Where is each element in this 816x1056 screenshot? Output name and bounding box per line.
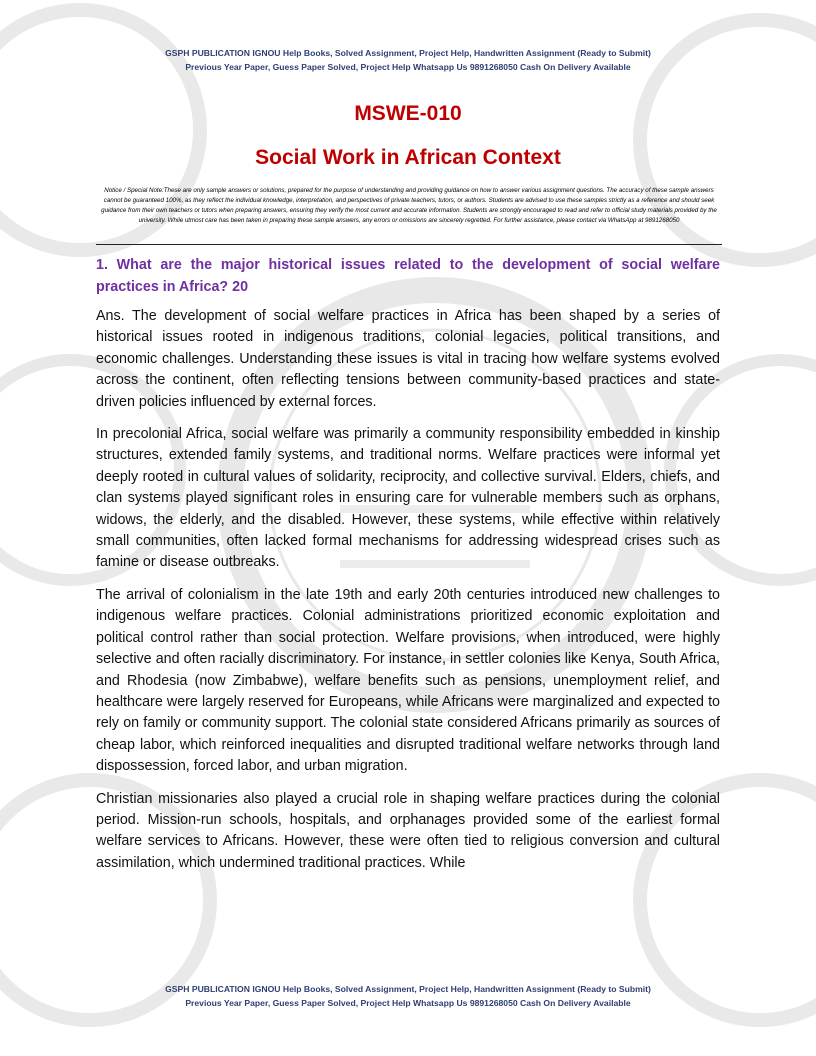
question-heading: 1. What are the major historical issues related to the development of social welfare practices in Africa? 20 (96, 257, 720, 295)
course-code: MSWE-010 (354, 102, 462, 125)
footer-line-1: GSPH PUBLICATION IGNOU Help Books, Solved Assignment, Project Help, Handwritten Assignment (Ready to Submit) (165, 984, 651, 994)
course-title: Social Work in African Context (255, 146, 561, 169)
page-header (0, 46, 816, 74)
answer-paragraph: Christian missionaries also played a crucial role in shaping welfare practices during the colonial period. Mission-run schools, hospitals, and orphanages provided some of the earliest formal welfare services to Africans. However, these were often tied to religious conversion and cultural assimilation, which undermined traditional practices. While (96, 790, 720, 871)
page-footer (0, 982, 816, 1010)
notice-text: Notice / Special Note:These are only sample answers or solutions, prepared for the purpose of understanding and providing guidance on how to answer various assignment questions. The accuracy of these sample answers cannot be guaranteed 100%, as they reflect the individual knowledge, interpretation, and perspectives of private teachers, tutors, or authors. Students are advised to use these samples strictly as a reference and should seek guidance from their own teachers or tutors when preparing answers, ensuring they verify the most current and accurate information. Students are strongly encouraged to read and refer to official study materials provided by the university. While utmost care has been taken in preparing these sample answers, any errors or omissions are sincerely regretted. For further assistance, please contact via WhatsApp at 9891268050 (101, 187, 717, 224)
divider (96, 244, 722, 245)
header-line-2: Previous Year Paper, Guess Paper Solved, Project Help Whatsapp Us 9891268050 Cash On Delivery Available (185, 62, 631, 72)
header-line-1: GSPH PUBLICATION IGNOU Help Books, Solved Assignment, Project Help, Handwritten Assignment (Ready to Submit) (165, 48, 651, 58)
answer-paragraph: The arrival of colonialism in the late 19th and early 20th centuries introduced new challenges to indigenous welfare practices. Colonial administrations prioritized economic exploitation and political control rather than social protection. Welfare provisions, when introduced, were highly selective and often racially discriminatory. For instance, in settler colonies like Kenya, South Africa, and Rhodesia (now Zimbabwe), welfare benefits such as pensions, unemployment relief, and healthcare were largely reserved for Europeans, while Africans were marginalized and expected to rely on family or community support. The colonial state considered Africans primarily as sources of cheap labor, which reinforced inequalities and disrupted traditional welfare networks through land dispossession, forced labor, and urban migration. (96, 586, 720, 775)
answer-body (96, 254, 720, 885)
footer-line-2: Previous Year Paper, Guess Paper Solved, Project Help Whatsapp Us 9891268050 Cash On Delivery Available (185, 998, 631, 1008)
answer-paragraph: In precolonial Africa, social welfare was primarily a community responsibility embedded in kinship structures, extended family systems, and traditional norms. Welfare practices were informal yet deeply rooted in cultural values of solidarity, reciprocity, and collective survival. Elders, chiefs, and clan systems played significant roles in ensuring care for vulnerable members such as orphans, widows, the elderly, and the disabled. However, these systems, while effective within relatively small communities, often lacked formal mechanisms for addressing widespread crises such as famine or disease outbreaks. (96, 426, 720, 571)
answer-paragraph: Ans. The development of social welfare practices in Africa has been shaped by a series of historical issues rooted in indigenous traditions, colonial legacies, political transitions, and economic challenges. Understanding these issues is vital in tracing how welfare systems evolved across the continent, often reflecting tensions between community-based practices and state-driven policies influenced by external forces. (96, 308, 720, 410)
